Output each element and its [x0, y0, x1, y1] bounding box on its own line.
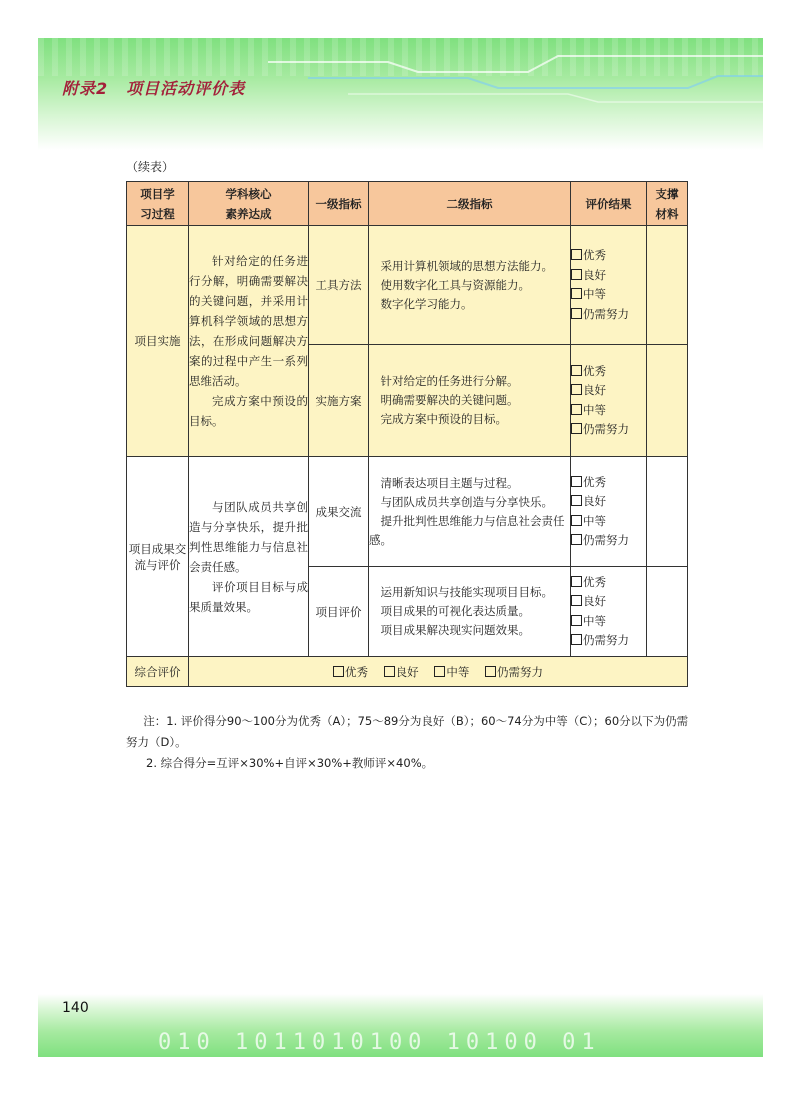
rating-cell: [571, 457, 647, 567]
level2-cell: 采用计算机领域的思想方法能力。 使用数字化工具与资源能力。 数字化学习能力。: [369, 226, 571, 345]
rating-option-needs-effort[interactable]: 仍需努力: [571, 305, 646, 325]
rating-option-needs-effort[interactable]: 仍需努力: [571, 631, 646, 651]
circuit-lines-decoration: [268, 42, 763, 112]
header-process: 项目学 习过程: [127, 182, 189, 226]
summary-row: [127, 657, 688, 687]
checkbox-icon[interactable]: [571, 384, 582, 395]
appendix-title: 项目活动评价表: [126, 79, 246, 98]
header-result: 评价结果: [571, 182, 647, 226]
continued-label: （续表）: [126, 160, 175, 174]
note-1: 注：1. 评价得分90～100分为优秀（A）；75～89分为良好（B）；60～74分为中等（C）；60分以下为仍需努力（D）。: [126, 714, 689, 749]
rating-option-excellent[interactable]: 优秀: [571, 362, 646, 382]
summary-rating-cell: [189, 657, 688, 687]
support-cell[interactable]: [647, 567, 688, 657]
summary-label: 综合评价: [127, 657, 189, 687]
process-cell-results: 项目成果交流与评价: [127, 457, 189, 657]
rating-option-needs-effort[interactable]: 仍需努力: [571, 420, 646, 440]
footer-banner: [38, 994, 763, 1057]
rating-option-average[interactable]: 中等: [571, 401, 646, 421]
support-cell[interactable]: [647, 345, 688, 457]
competency-cell-results: 与团队成员共享创造与分享快乐，提升批判性思维能力与信息社会责任感。 评价项目目标与成果质量效果。: [189, 457, 309, 657]
level1-cell: 项目评价: [309, 567, 369, 657]
level2-cell: 针对给定的任务进行分解。 明确需要解决的关键问题。 完成方案中预设的目标。: [369, 345, 571, 457]
rating-option-average[interactable]: 中等: [571, 612, 646, 632]
checkbox-icon[interactable]: [571, 515, 582, 526]
summary-option-average[interactable]: 中等: [434, 665, 469, 679]
rating-option-good[interactable]: 良好: [571, 492, 646, 512]
checkbox-icon[interactable]: [434, 666, 445, 677]
rating-option-average[interactable]: 中等: [571, 512, 646, 532]
checkbox-icon[interactable]: [571, 595, 582, 606]
rating-cell: [571, 226, 647, 345]
rating-option-average[interactable]: 中等: [571, 285, 646, 305]
rating-option-needs-effort[interactable]: 仍需努力: [571, 531, 646, 551]
checkbox-icon[interactable]: [571, 576, 582, 587]
checkbox-icon[interactable]: [333, 666, 344, 677]
checkbox-icon[interactable]: [571, 365, 582, 376]
checkbox-icon[interactable]: [571, 495, 582, 506]
footer-digits-decoration: 010 1011010100 10100 01: [158, 1030, 601, 1055]
page-number: 140: [62, 1000, 89, 1016]
header-competency: 学科核心 素养达成: [189, 182, 309, 226]
table-notes: [126, 711, 696, 774]
checkbox-icon[interactable]: [571, 615, 582, 626]
table-header-row: [127, 182, 688, 226]
table-row: [127, 457, 688, 567]
header-support: 支撑 材料: [647, 182, 688, 226]
checkbox-icon[interactable]: [571, 476, 582, 487]
rating-option-good[interactable]: 良好: [571, 592, 646, 612]
checkbox-icon[interactable]: [571, 308, 582, 319]
support-cell[interactable]: [647, 226, 688, 345]
summary-option-good[interactable]: 良好: [384, 665, 419, 679]
level1-cell: 实施方案: [309, 345, 369, 457]
checkbox-icon[interactable]: [571, 249, 582, 260]
checkbox-icon[interactable]: [571, 534, 582, 545]
competency-cell-implementation: 针对给定的任务进行分解，明确需要解决的关键问题，并采用计算机科学领域的思想方法，在形成问题解决方案的过程中产生一系列思维活动。 完成方案中预设的目标。: [189, 226, 309, 457]
rating-cell: [571, 345, 647, 457]
note-2: 2. 综合得分=互评×30%+自评×30%+教师评×40%。: [146, 756, 434, 770]
appendix-label: 附录2: [62, 79, 109, 98]
checkbox-icon[interactable]: [571, 404, 582, 415]
level2-cell: 清晰表达项目主题与过程。 与团队成员共享创造与分享快乐。 提升批判性思维能力与信息社会责任感。: [369, 457, 571, 567]
table-row: [127, 226, 688, 345]
checkbox-icon[interactable]: [485, 666, 496, 677]
rating-option-good[interactable]: 良好: [571, 381, 646, 401]
rating-option-excellent[interactable]: 优秀: [571, 473, 646, 493]
process-cell-implementation: 项目实施: [127, 226, 189, 457]
checkbox-icon[interactable]: [571, 269, 582, 280]
level1-cell: 成果交流: [309, 457, 369, 567]
level1-cell: 工具方法: [309, 226, 369, 345]
rating-option-excellent[interactable]: 优秀: [571, 573, 646, 593]
header-level1: 一级指标: [309, 182, 369, 226]
rating-option-excellent[interactable]: 优秀: [571, 246, 646, 266]
rating-option-good[interactable]: 良好: [571, 266, 646, 286]
section-heading: [62, 76, 245, 99]
checkbox-icon[interactable]: [384, 666, 395, 677]
checkbox-icon[interactable]: [571, 288, 582, 299]
level2-cell: 运用新知识与技能实现项目目标。 项目成果的可视化表达质量。 项目成果解决现实问题效果。: [369, 567, 571, 657]
summary-option-excellent[interactable]: 优秀: [333, 665, 368, 679]
summary-option-needs-effort[interactable]: 仍需努力: [485, 665, 543, 679]
checkbox-icon[interactable]: [571, 423, 582, 434]
rating-cell: [571, 567, 647, 657]
header-level2: 二级指标: [369, 182, 571, 226]
evaluation-table: [126, 181, 688, 687]
checkbox-icon[interactable]: [571, 634, 582, 645]
support-cell[interactable]: [647, 457, 688, 567]
